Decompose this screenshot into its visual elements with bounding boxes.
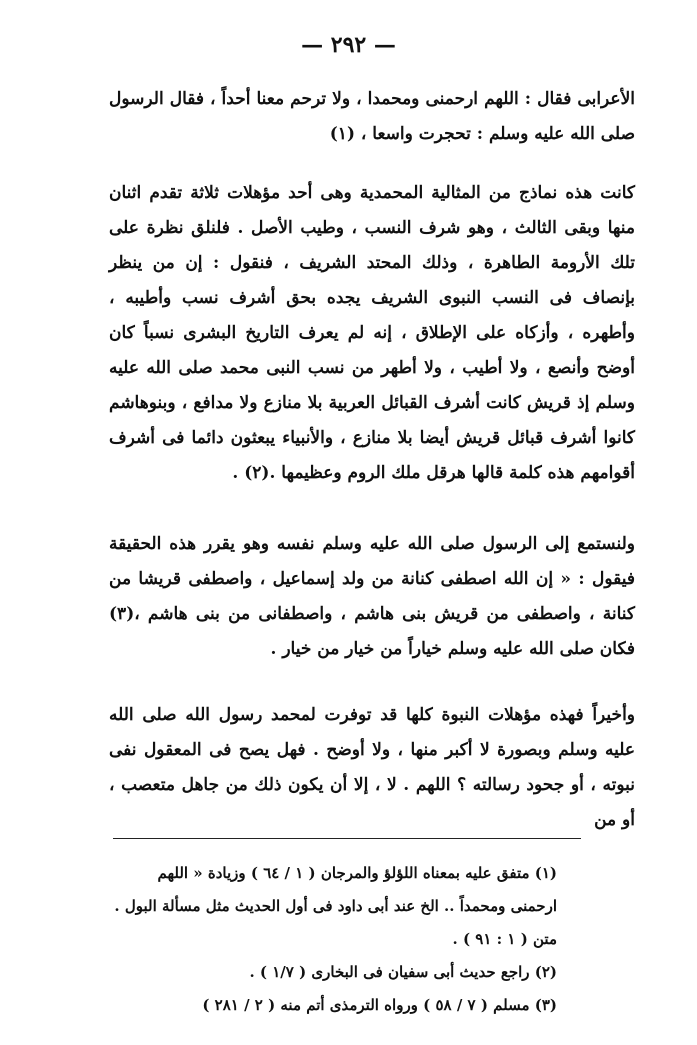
- paragraph-3: [109, 527, 635, 667]
- footnotes: [109, 857, 557, 1022]
- paragraph-2: [109, 176, 635, 491]
- paragraph-text: الأعرابى فقال : اللهم ارحمنى ومحمدا ، ولا ترحم معنا أحداً ، فقال الرسول صلى الله عليه وسلم : تحجرت واسعا ، (١): [109, 89, 635, 144]
- paragraph-text: ولنستمع إلى الرسول صلى الله عليه وسلم نفسه وهو يقرر هذه الحقيقة فيقول : « إن الله اصطفى كنانة من ولد إسماعيل ، واصطفى قريشا من كنانة ، واصطفى من قريش بنى هاشم ، واصطفانى من بنى هاشم ،(٣) فكان صلى الله عليه وسلم خياراً من خيار من خيار .: [109, 534, 635, 659]
- paragraph-text: كانت هذه نماذج من المثالية المحمدية وهى أحد مؤهلات ثلاثة تقدم اثنان منها وبقى الثالث ، وهو شرف النسب ، وطيب الأصل . فلنلق نظرة على تلك الأرومة الطاهرة ، وذلك المحتد الشريف ، فنقول : إن من ينظر بإنصاف فى النسب النبوى الشريف يجده بحق أشرف نسب وأطيبه ، وأطهره ، وأزكاه على الإطلاق ، إنه لم يعرف التاريخ البشرى نسباً كان أوضح وأنصع ، ولا أطيب ، ولا أطهر من نسب النبى محمد صلى الله عليه وسلم إذ قريش كانت أشرف القبائل العربية بلا منازع ولا مدافع ، وبنوهاشم كانوا أشرف قبائل قريش أيضا بلا منازع ، والأنبياء يبعثون دائما فى أشرف أقوامهم هذه كلمة قالها هرقل ملك الروم وعظيمها .(٢) .: [109, 183, 635, 483]
- paragraph-1: [109, 82, 635, 152]
- footnote-divider: [113, 838, 581, 839]
- paragraph-4: [109, 698, 635, 838]
- paragraph-text: وأخيراً فهذه مؤهلات النبوة كلها قد توفرت لمحمد رسول الله صلى الله عليه وسلم وبصورة لا أكبر منها ، ولا أوضح . فهل يصح فى المعقول نفى نبوته ، أو جحود رسالته ؟ اللهم . لا ، إلا أن يكون ذلك من جاهل متعصب ، أو من: [109, 705, 635, 830]
- page-number: — ٢٩٢ —: [301, 32, 396, 58]
- footnote-3: (٣) مسلم ( ٧ / ٥٨ ) ورواه الترمذى أتم منه ( ٢ / ٢٨١ ): [202, 996, 557, 1014]
- footnote-1: (١) متفق عليه بمعناه اللؤلؤ والمرجان ( ١ / ٦٤ ) وزيادة « اللهم ارحمنى ومحمداً .. الخ عند أبى داود فى أول الحديث مثل مسألة البول . متن ( ١ : ٩١ ) .: [114, 864, 557, 948]
- footnote-2: (٢) راجع حديث أبى سفيان فى البخارى ( ١/٧ ) .: [249, 963, 557, 981]
